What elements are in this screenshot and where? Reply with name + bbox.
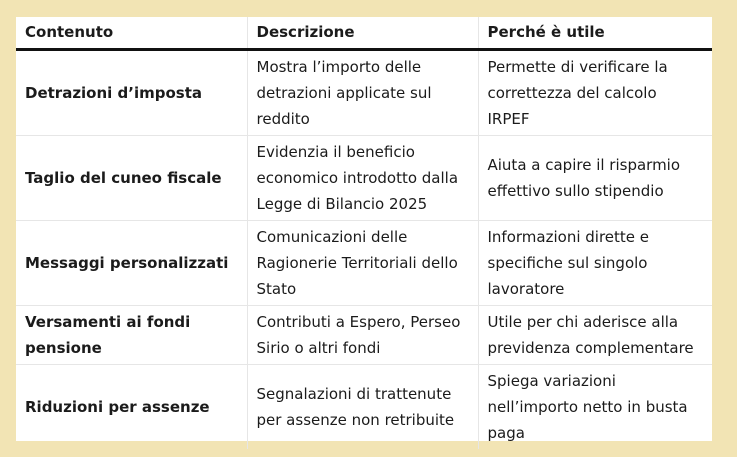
cell-utilita: Informazioni dirette e specifiche sul singolo lavoratore — [478, 220, 712, 305]
cell-contenuto: Taglio del cuneo fiscale — [16, 135, 247, 220]
cell-descrizione: Mostra l’importo delle detrazioni applicate sul reddito — [247, 49, 478, 135]
cell-contenuto: Versamenti ai fondi pensione — [16, 305, 247, 364]
payslip-contents-table — [16, 17, 712, 449]
header-perche-utile: Perché è utile — [478, 17, 712, 49]
cell-utilita: Permette di verificare la correttezza del calcolo IRPEF — [478, 49, 712, 135]
table-row — [16, 220, 712, 305]
cell-utilita: Utile per chi aderisce alla previdenza complementare — [478, 305, 712, 364]
table-container — [16, 17, 712, 441]
table-row — [16, 49, 712, 135]
table-row — [16, 135, 712, 220]
cell-descrizione: Contributi a Espero, Perseo Sirio o altri fondi — [247, 305, 478, 364]
table-header-row — [16, 17, 712, 49]
cell-descrizione: Evidenzia il beneficio economico introdotto dalla Legge di Bilancio 2025 — [247, 135, 478, 220]
cell-descrizione: Segnalazioni di trattenute per assenze non retribuite — [247, 364, 478, 449]
header-contenuto: Contenuto — [16, 17, 247, 49]
table-row — [16, 364, 712, 449]
cell-contenuto: Detrazioni d’imposta — [25, 83, 203, 102]
cell-utilita: Aiuta a capire il risparmio effettivo sullo stipendio — [478, 135, 712, 220]
cell-utilita: Spiega variazioni nell’importo netto in busta paga — [478, 364, 712, 449]
cell-descrizione: Comunicazioni delle Ragionerie Territoriali dello Stato — [247, 220, 478, 305]
cell-contenuto: Riduzioni per assenze — [16, 364, 247, 449]
header-descrizione: Descrizione — [247, 17, 478, 49]
table-row — [16, 305, 712, 364]
cell-contenuto: Messaggi personalizzati — [16, 220, 247, 305]
